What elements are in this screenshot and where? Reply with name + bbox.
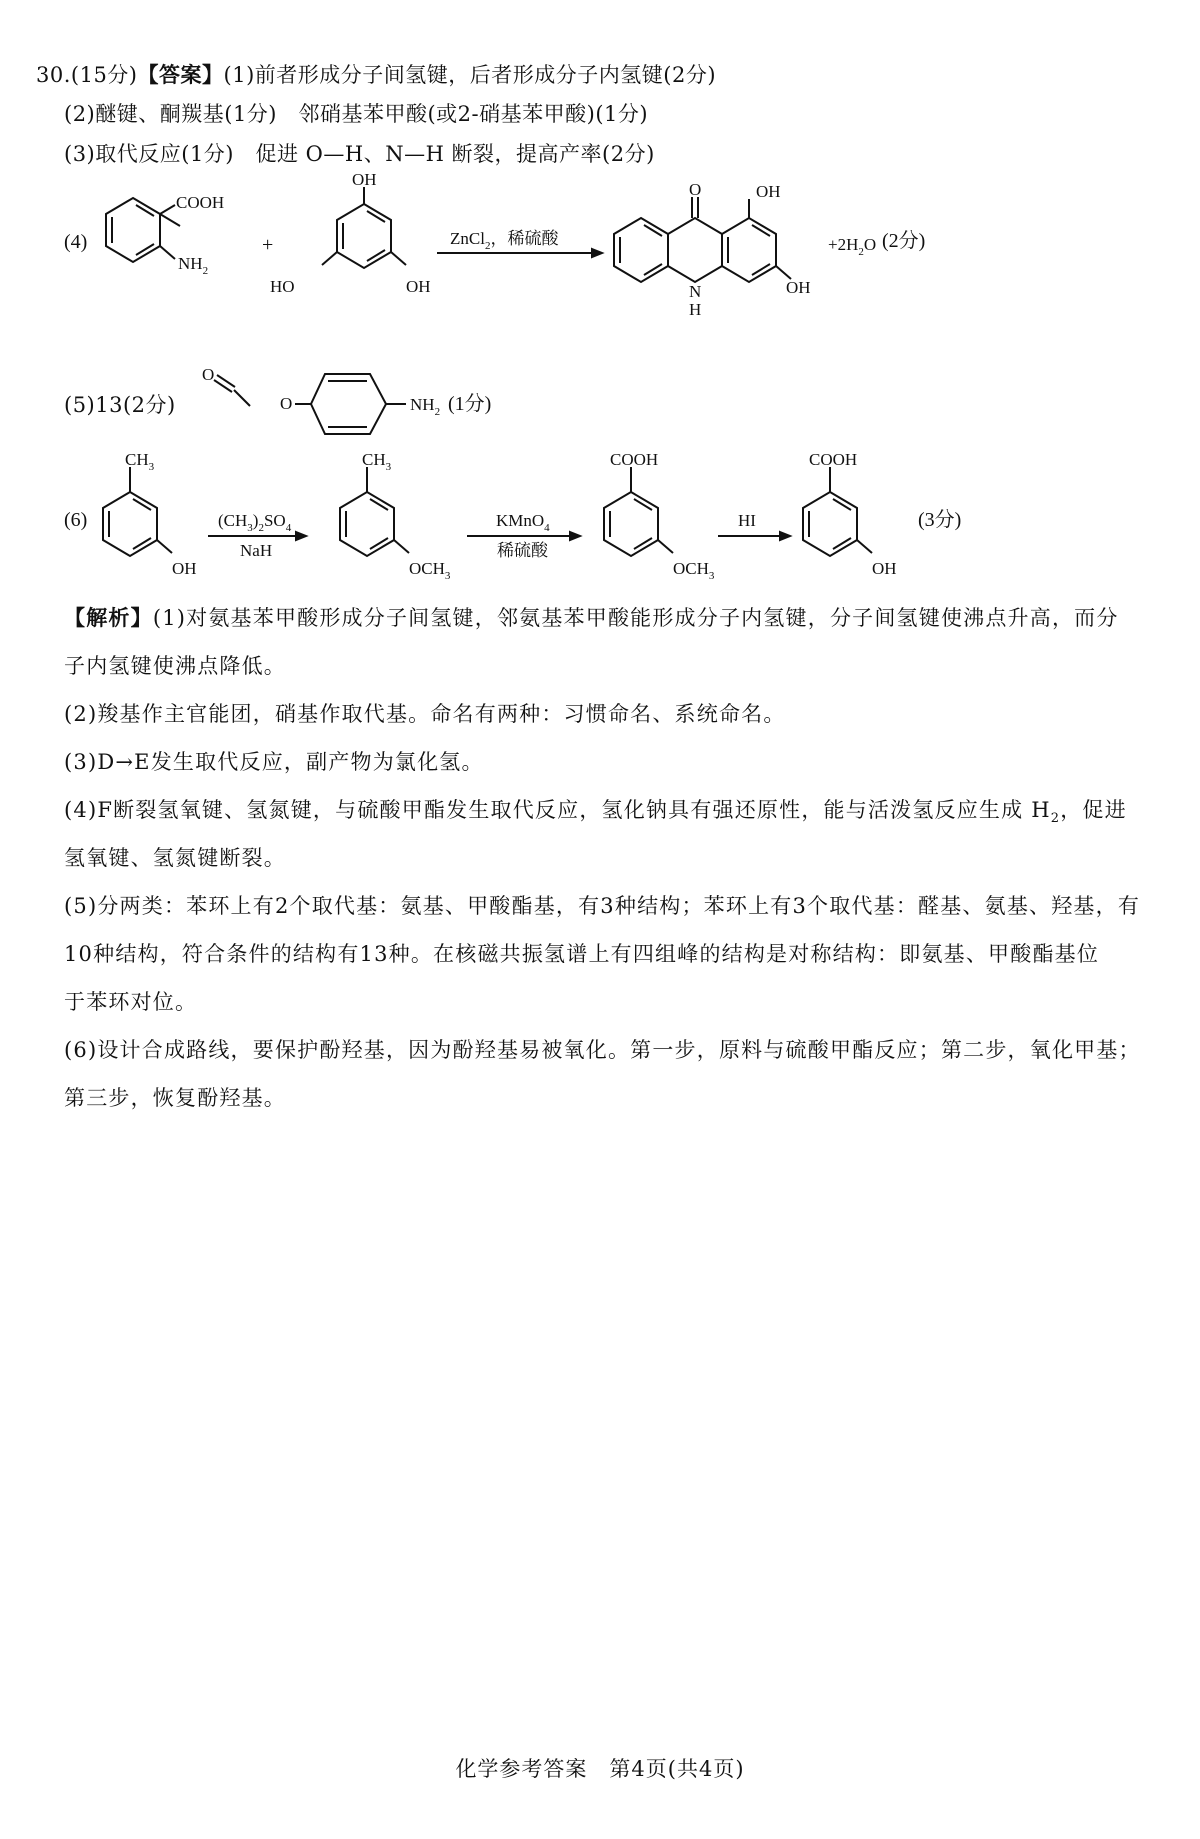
q6-label: (6) [64,509,88,531]
reaction-arrow-6b [467,511,580,560]
nh2-label: $NH_2$ [178,254,209,277]
byproduct-water: $+2H_2O$ [828,235,877,258]
analysis-p6a: (6)设计合成路线，要保护酚羟基，因为酚羟基易被氧化。第一步，原料与硫酸甲酯反应；第二步，氧化甲基； [64,1038,1141,1062]
anthranilic-acid-structure [106,193,224,277]
q4-label: (4) [64,231,88,253]
q5-answer: (5)13(2分) [64,393,176,417]
reagent-label-4: ZnCl$_2$，稀硫酸 [450,229,559,252]
ho-left-label: HO [270,277,295,296]
analysis-tag: 【解析】 [64,605,153,630]
answer-tag: 【答案】 [137,62,224,87]
analysis-line-7 [64,892,1140,920]
reaction-arrow-6a [208,511,306,560]
acridone-product-structure [614,180,811,319]
cooh-label: COOH [610,450,659,469]
answer-line-5 [64,391,176,419]
reagent1-below: NaH [240,541,273,560]
analysis-line-3 [64,700,786,728]
analysis-p1a: (1)对氨基苯甲酸形成分子间氢键，邻氨基苯甲酸能形成分子内氢键，分子间氢键使沸点升高，而分 [152,606,1119,630]
ether-o-label: O [280,394,293,413]
answer-part-3: (3)取代反应(1分) 促进 O—H、N—H 断裂，提高产率(2分) [64,142,655,166]
analysis-line-8 [64,940,1099,968]
analysis-p5b: 10种结构，符合条件的结构有13种。在核磁共振氢谱上有四组峰的结构是对称结构：即氨基、甲酸酯基位 [64,942,1100,966]
analysis-p4a-sub: 2 [1050,811,1061,827]
q6-score: (3分) [918,509,962,531]
analysis-p5c: 于苯环对位。 [64,990,198,1014]
h-label: H [689,300,702,319]
answer-line-3 [64,140,655,168]
oh-label: OH [172,559,197,578]
synthesis-route-6 [0,450,1200,595]
ch3-label: $CH_3$ [362,450,392,473]
reaction-arrow-4 [437,229,602,257]
analysis-p3: (3)D→E发生取代反应，副产物为氯化氢。 [64,750,484,774]
reagent3-label: HI [738,511,756,530]
formate-ester-structure [200,360,580,445]
phloroglucinol-structure [270,170,431,296]
analysis-line-11 [64,1084,286,1112]
analysis-line-5 [64,796,1127,833]
analysis-p2: (2)羧基作主官能团，硝基作取代基。命名有两种：习惯命名、系统命名。 [64,702,786,726]
oh-top-label: OH [352,170,377,189]
reagent2-below: 稀硫酸 [497,541,548,560]
reaction-scheme-4 [0,170,1200,320]
analysis-line-4 [64,748,484,776]
analysis-p6b: 第三步，恢复酚羟基。 [64,1086,286,1110]
n-label: N [689,282,702,301]
oh-label: OH [872,559,897,578]
analysis-p4b: 氢氧键、氢氮键断裂。 [64,846,286,870]
analysis-p4a: (4)F断裂氢氧键、氢氮键，与硫酸甲酯发生取代反应，氢化钠具有强还原性，能与活泼氢反应生成 H [64,798,1051,822]
analysis-p1b: 子内氢键使沸点降低。 [64,654,286,678]
q5-score: (1分) [448,393,492,415]
ch3-label: $CH_3$ [125,450,155,473]
och3-label: $OCH_3$ [409,559,451,582]
oh-right-label: OH [786,278,811,297]
methoxybenzoic-acid-structure [604,450,715,582]
oh-top-label: OH [756,182,781,201]
oh-right-label: OH [406,277,431,296]
analysis-line-1 [64,604,1119,632]
carbonyl-o-label: O [202,365,215,384]
plus-sign: + [262,234,274,256]
och3-label: $OCH_3$ [673,559,715,582]
reaction-arrow-6c [718,511,790,540]
analysis-line-2 [64,652,286,680]
ketone-o-label: O [689,180,702,199]
answer-line-1 [36,61,716,89]
hydroxybenzoic-acid-structure [803,450,897,578]
answer-part-1: (1)前者形成分子间氢键，后者形成分子内氢键(2分) [223,63,717,87]
page-footer: 化学参考答案 第4页(共4页) [455,1757,745,1781]
m-cresol-structure [103,450,197,578]
analysis-p4a-end: ，促进 [1060,798,1127,822]
analysis-line-9 [64,988,197,1016]
analysis-p5a: (5)分两类：苯环上有2个取代基：氨基、甲酸酯基，有3种结构；苯环上有3个取代基：醛基、氨基、羟基，有 [64,894,1141,918]
cooh-label: COOH [809,450,858,469]
analysis-line-10 [64,1036,1141,1064]
reagent2-label: KMnO$_4$ [496,511,550,534]
analysis-line-6 [64,844,286,872]
q4-score: (2分) [882,230,926,252]
reagent1-label: $(CH_3)_2SO_4$ [218,511,292,534]
answer-line-2 [64,100,648,128]
question-number: 30.(15分) [36,63,138,87]
cooh-label: COOH [176,193,225,212]
nh2-label: $NH_2$ [410,395,441,418]
methoxytoluene-structure [340,450,451,582]
answer-part-2: (2)醚键、酮羰基(1分) 邻硝基苯甲酸(或2-硝基苯甲酸)(1分) [64,102,649,126]
